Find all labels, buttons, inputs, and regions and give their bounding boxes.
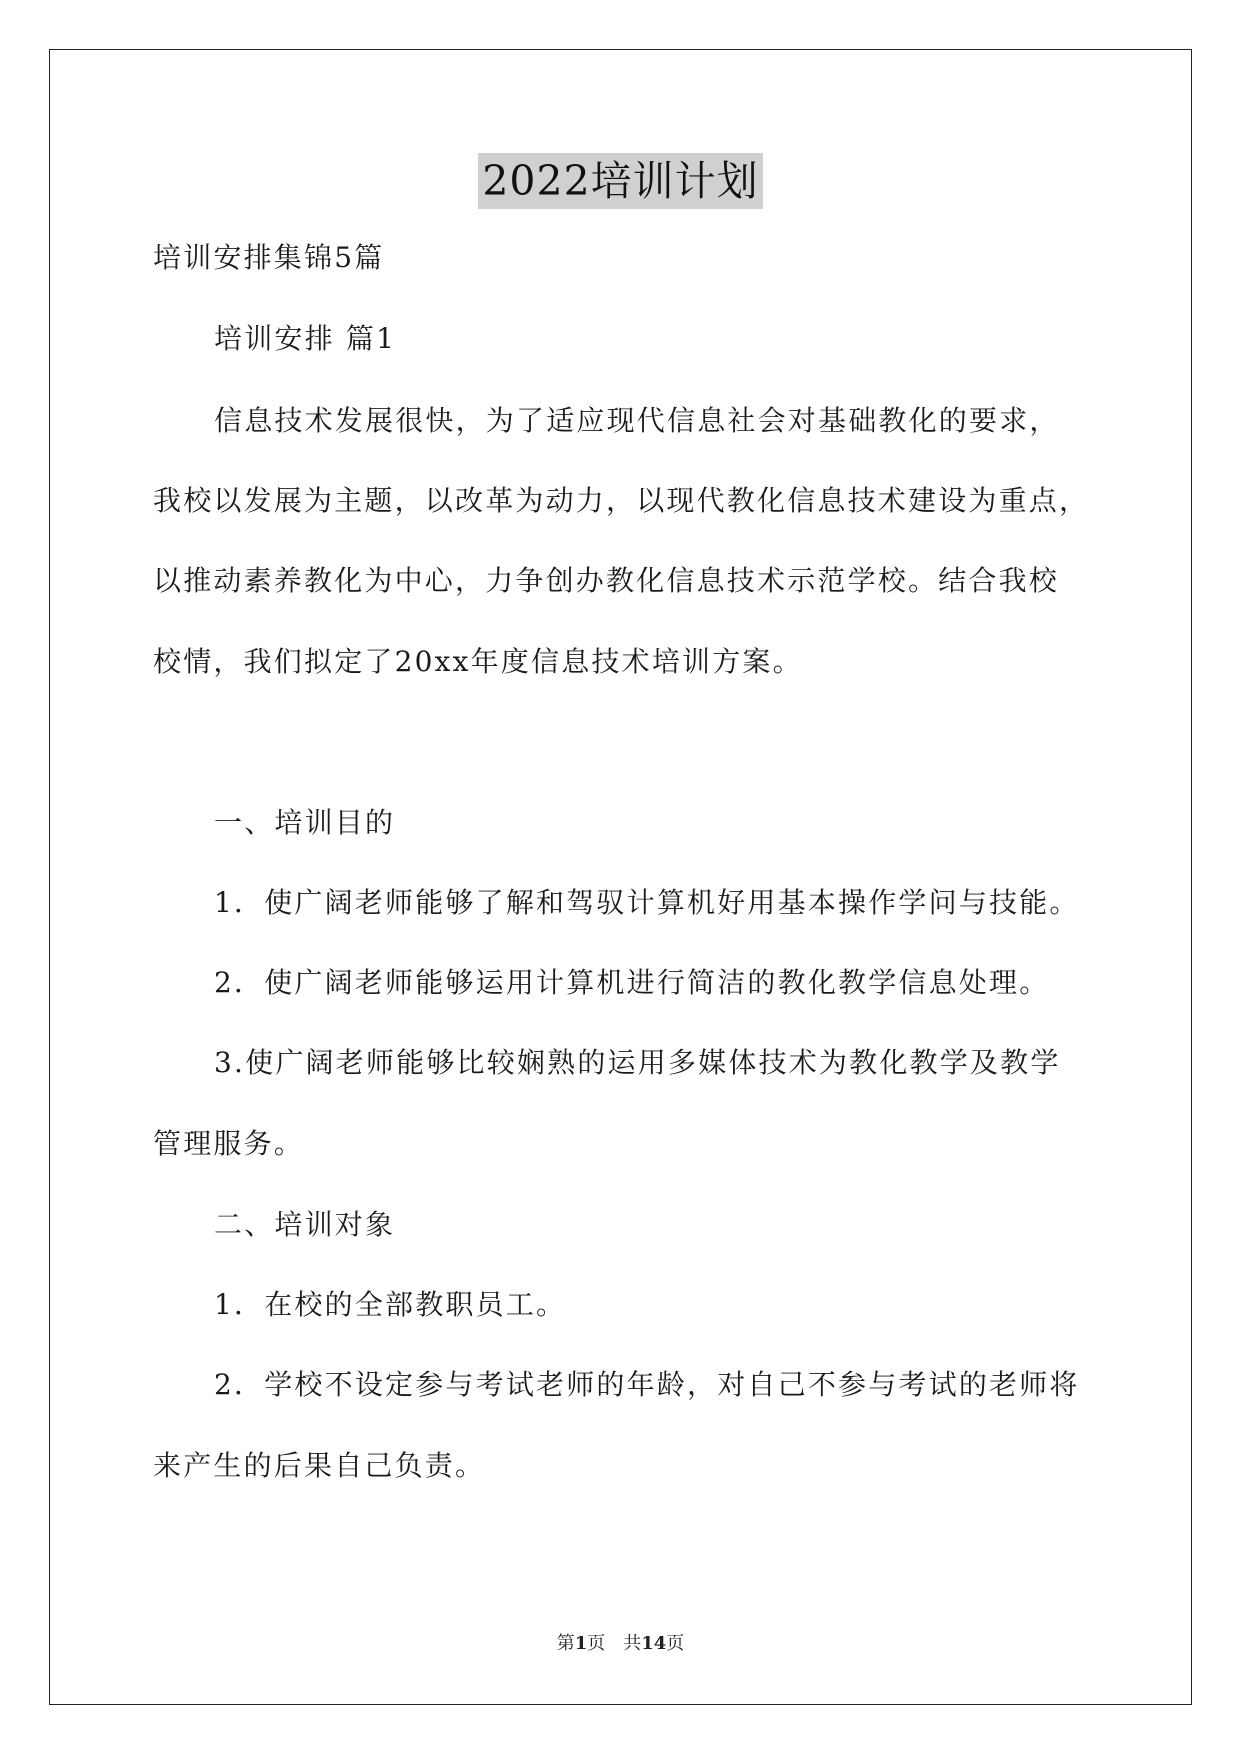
current-page-number: 1 (574, 1633, 588, 1654)
total-prefix: 共 (623, 1633, 642, 1654)
page-prefix: 第 (556, 1633, 575, 1654)
list-item: 1．使广阔老师能够了解和驾驭计算机好用基本操作学问与技能。 (214, 886, 1080, 919)
page-suffix: 页 (587, 1633, 606, 1654)
collection-heading: 培训安排集锦5篇 (153, 241, 385, 274)
list-item: 3.使广阔老师能够比较娴熟的运用多媒体技术为教化教学及教学 (214, 1046, 1061, 1079)
list-item: 1．在校的全部教职员工。 (214, 1288, 567, 1321)
section-heading: 培训安排 篇1 (214, 322, 397, 355)
paragraph-line: 以推动素养教化为中心，力争创办教化信息技术示范学校。结合我校 (153, 564, 1060, 597)
paragraph-line: 我校以发展为主题，以改革为动力，以现代教化信息技术建设为重点， (153, 484, 1090, 517)
title-container (0, 153, 1241, 209)
subheading: 一、培训目的 (214, 806, 396, 839)
paragraph-line: 信息技术发展很快，为了适应现代信息社会对基础教化的要求， (214, 404, 1060, 437)
list-item-continued: 来产生的后果自己负责。 (153, 1449, 486, 1482)
document-title: 2022培训计划 (478, 153, 762, 209)
paragraph-line: 校情，我们拟定了20xx年度信息技术培训方案。 (153, 645, 803, 678)
page-footer (0, 1629, 1241, 1655)
subheading: 二、培训对象 (214, 1208, 396, 1241)
list-item: 2．学校不设定参与考试老师的年龄，对自己不参与考试的老师将 (214, 1368, 1080, 1401)
list-item-continued: 管理服务。 (153, 1127, 305, 1160)
total-suffix: 页 (666, 1633, 685, 1654)
total-page-number: 14 (641, 1633, 667, 1654)
list-item: 2．使广阔老师能够运用计算机进行简洁的教化教学信息处理。 (214, 966, 1050, 999)
